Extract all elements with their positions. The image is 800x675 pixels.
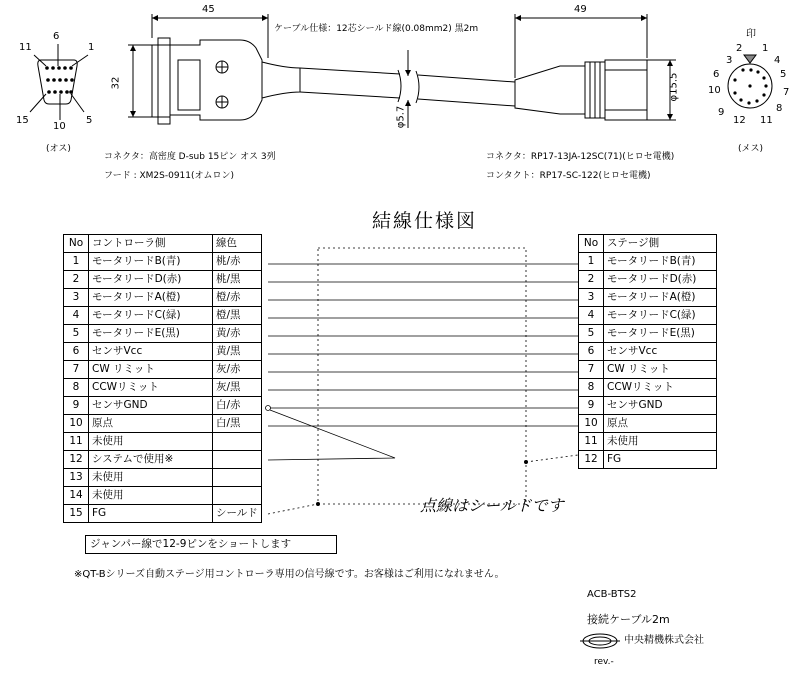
- pin-no: 10: [64, 415, 89, 433]
- dsub-pin-label-6: 6: [53, 31, 60, 42]
- table-row: [64, 343, 262, 361]
- signal-name: CCWリミット: [89, 379, 213, 397]
- dsub-pin-diagram: [30, 44, 88, 120]
- table-row: [579, 253, 717, 271]
- circular-mark: 印: [746, 29, 756, 40]
- table-row: [64, 361, 262, 379]
- dsub-pin-label-1: 1: [88, 42, 95, 53]
- pin-no: 12: [64, 451, 89, 469]
- header-controller-side: コントローラ側: [89, 235, 213, 253]
- pin-no: 10: [579, 415, 604, 433]
- signal-name: センサGND: [604, 397, 717, 415]
- pin-no: 8: [64, 379, 89, 397]
- pin-no: 12: [579, 451, 604, 469]
- table-row: [579, 289, 717, 307]
- wire-color: 黄/赤: [213, 325, 262, 343]
- wire-color: 灰/赤: [213, 361, 262, 379]
- circular-pin-label-12: 12: [733, 115, 746, 126]
- circular-pin-label-11: 11: [760, 115, 773, 126]
- signal-name: 原点: [89, 415, 213, 433]
- cable-body: [300, 50, 515, 128]
- pin-no: 13: [64, 469, 89, 487]
- part-number: ACB-BTS2: [587, 589, 637, 600]
- pin-no: 5: [64, 325, 89, 343]
- wire-color: [213, 451, 262, 469]
- wire-color: [213, 469, 262, 487]
- pin-no: 8: [579, 379, 604, 397]
- signal-name: モータリードC(緑): [89, 307, 213, 325]
- header-no: No: [64, 235, 89, 253]
- circular-pin-label-3: 3: [726, 55, 733, 66]
- pin-no: 15: [64, 505, 89, 523]
- signal-name: モータリードC(緑): [604, 307, 717, 325]
- table-row: [579, 379, 717, 397]
- stage-pin-table: [578, 234, 717, 469]
- pin-no: 4: [64, 307, 89, 325]
- part-description: 接続ケーブル2m: [587, 613, 670, 626]
- signal-name: 未使用: [89, 469, 213, 487]
- wire-color: 黄/黒: [213, 343, 262, 361]
- dsub-pin-label-11: 11: [19, 42, 32, 53]
- table-row: [579, 415, 717, 433]
- wire-color: 橙/黒: [213, 307, 262, 325]
- company-name: 中央精機株式会社: [624, 635, 704, 646]
- signal-name: 原点: [604, 415, 717, 433]
- circular-connector-spec: コネクタ：RP17-13JA-12SC(71)(ヒロセ電機): [486, 152, 675, 162]
- table-row: [64, 379, 262, 397]
- table-header-row: [64, 235, 262, 253]
- table-row: [64, 451, 262, 469]
- signal-name: モータリードD(赤): [604, 271, 717, 289]
- table-row: [64, 505, 262, 523]
- table-row: [579, 307, 717, 325]
- revision: rev.-: [594, 657, 614, 667]
- signal-name: CW リミット: [89, 361, 213, 379]
- signal-name: モータリードE(黒): [604, 325, 717, 343]
- header-wire-color: 線色: [213, 235, 262, 253]
- signal-name: モータリードE(黒): [89, 325, 213, 343]
- circular-connector-drawing: [515, 14, 676, 120]
- table-row: [579, 451, 717, 469]
- circular-contact-spec: コンタクト：RP17-SC-122(ヒロセ電機): [486, 171, 651, 181]
- signal-name: モータリードA(橙): [89, 289, 213, 307]
- controller-pin-table: [63, 234, 262, 523]
- pin-no: 5: [579, 325, 604, 343]
- circular-pin-label-10: 10: [708, 85, 721, 96]
- pin-no: 3: [579, 289, 604, 307]
- table-row: [579, 343, 717, 361]
- wire-color: 橙/赤: [213, 289, 262, 307]
- table-row: [579, 325, 717, 343]
- pin-no: 1: [579, 253, 604, 271]
- wiring-lines: [268, 264, 578, 426]
- table-row: [64, 289, 262, 307]
- circular-pin-label-2: 2: [736, 43, 743, 54]
- wire-color: [213, 487, 262, 505]
- table-row: [579, 361, 717, 379]
- wire-color: 灰/黒: [213, 379, 262, 397]
- pin-no: 1: [64, 253, 89, 271]
- signal-name: FG: [604, 451, 717, 469]
- wire-color: 桃/赤: [213, 253, 262, 271]
- wire-color: 白/赤: [213, 397, 262, 415]
- pin-no: 6: [64, 343, 89, 361]
- company-logo: [580, 634, 620, 648]
- table-row: [579, 397, 717, 415]
- signal-name: CW リミット: [604, 361, 717, 379]
- wire-color: 白/黒: [213, 415, 262, 433]
- table-row: [64, 433, 262, 451]
- pin-no: 2: [64, 271, 89, 289]
- circular-pin-label-1: 1: [762, 43, 769, 54]
- circular-pin-label-7: 7: [783, 87, 790, 98]
- table-row: [64, 415, 262, 433]
- wire-color: [213, 433, 262, 451]
- circular-pin-label-4: 4: [774, 55, 781, 66]
- pin-no: 7: [64, 361, 89, 379]
- dim-right-diameter: φ15.5: [668, 72, 680, 102]
- wiring-title: 結線仕様図: [372, 210, 478, 232]
- signal-name: モータリードB(青): [604, 253, 717, 271]
- pin-no: 6: [579, 343, 604, 361]
- table-row: [64, 253, 262, 271]
- table-row: [64, 325, 262, 343]
- jumper-wire: [266, 406, 396, 461]
- header-no: No: [579, 235, 604, 253]
- dsub-pin-label-5: 5: [86, 115, 93, 126]
- pin-no: 7: [579, 361, 604, 379]
- signal-name: 未使用: [89, 487, 213, 505]
- pin-no: 9: [579, 397, 604, 415]
- circular-pin-diagram: [728, 55, 772, 108]
- pin-no: 14: [64, 487, 89, 505]
- circular-pin-label-5: 5: [780, 69, 787, 80]
- signal-name: センサVcc: [604, 343, 717, 361]
- signal-name: センサGND: [89, 397, 213, 415]
- shield-note: 点線はシールドです: [420, 496, 564, 515]
- circular-pin-label-8: 8: [776, 103, 783, 114]
- table-header-row: [579, 235, 717, 253]
- cable-spec: ケーブル仕様：12芯シールド線(0.08mm2) 黒2m: [274, 24, 479, 34]
- pin-no: 11: [64, 433, 89, 451]
- signal-name: モータリードB(青): [89, 253, 213, 271]
- pin-no: 3: [64, 289, 89, 307]
- wire-color: シールド: [213, 505, 262, 523]
- jumper-note: ジャンパー線で12-9ピンをショートします: [85, 535, 337, 554]
- signal-name: 未使用: [89, 433, 213, 451]
- dim-cable-diameter: φ5.7: [395, 105, 407, 129]
- circular-pin-label-6: 6: [713, 69, 720, 80]
- dsub-gender: (オス): [46, 144, 71, 154]
- dsub-pin-label-10: 10: [53, 121, 66, 132]
- signal-name: モータリードD(赤): [89, 271, 213, 289]
- signal-name: システムで使用※: [89, 451, 213, 469]
- signal-name: CCWリミット: [604, 379, 717, 397]
- footnote: ※QT-Bシリーズ自動ステージ用コントローラ専用の信号線です。お客様はご利用になれません。: [74, 569, 505, 580]
- pin-no: 2: [579, 271, 604, 289]
- dsub-pin-label-15: 15: [16, 115, 29, 126]
- dsub-hood-spec: フード : XM2S-0911(オムロン): [104, 171, 235, 181]
- signal-name: FG: [89, 505, 213, 523]
- dsub-connector-spec: コネクタ：高密度 D-sub 15ピン オス 3列: [104, 152, 276, 162]
- wire-color: 桃/黒: [213, 271, 262, 289]
- shield-lines: [268, 248, 578, 514]
- table-row: [64, 307, 262, 325]
- table-row: [64, 271, 262, 289]
- table-row: [579, 271, 717, 289]
- circular-gender: (メス): [738, 144, 764, 154]
- pin-no: 11: [579, 433, 604, 451]
- signal-name: 未使用: [604, 433, 717, 451]
- header-stage-side: ステージ側: [604, 235, 717, 253]
- table-row: [64, 469, 262, 487]
- table-row: [64, 487, 262, 505]
- pin-no: 4: [579, 307, 604, 325]
- table-row: [64, 397, 262, 415]
- table-row: [579, 433, 717, 451]
- dim-connector-height: 32: [110, 76, 122, 90]
- pin-no: 9: [64, 397, 89, 415]
- dim-hood-width: 45: [202, 4, 215, 15]
- signal-name: モータリードA(橙): [604, 289, 717, 307]
- dim-right-length: 49: [574, 4, 587, 15]
- signal-name: センサVcc: [89, 343, 213, 361]
- circular-pin-label-9: 9: [718, 107, 725, 118]
